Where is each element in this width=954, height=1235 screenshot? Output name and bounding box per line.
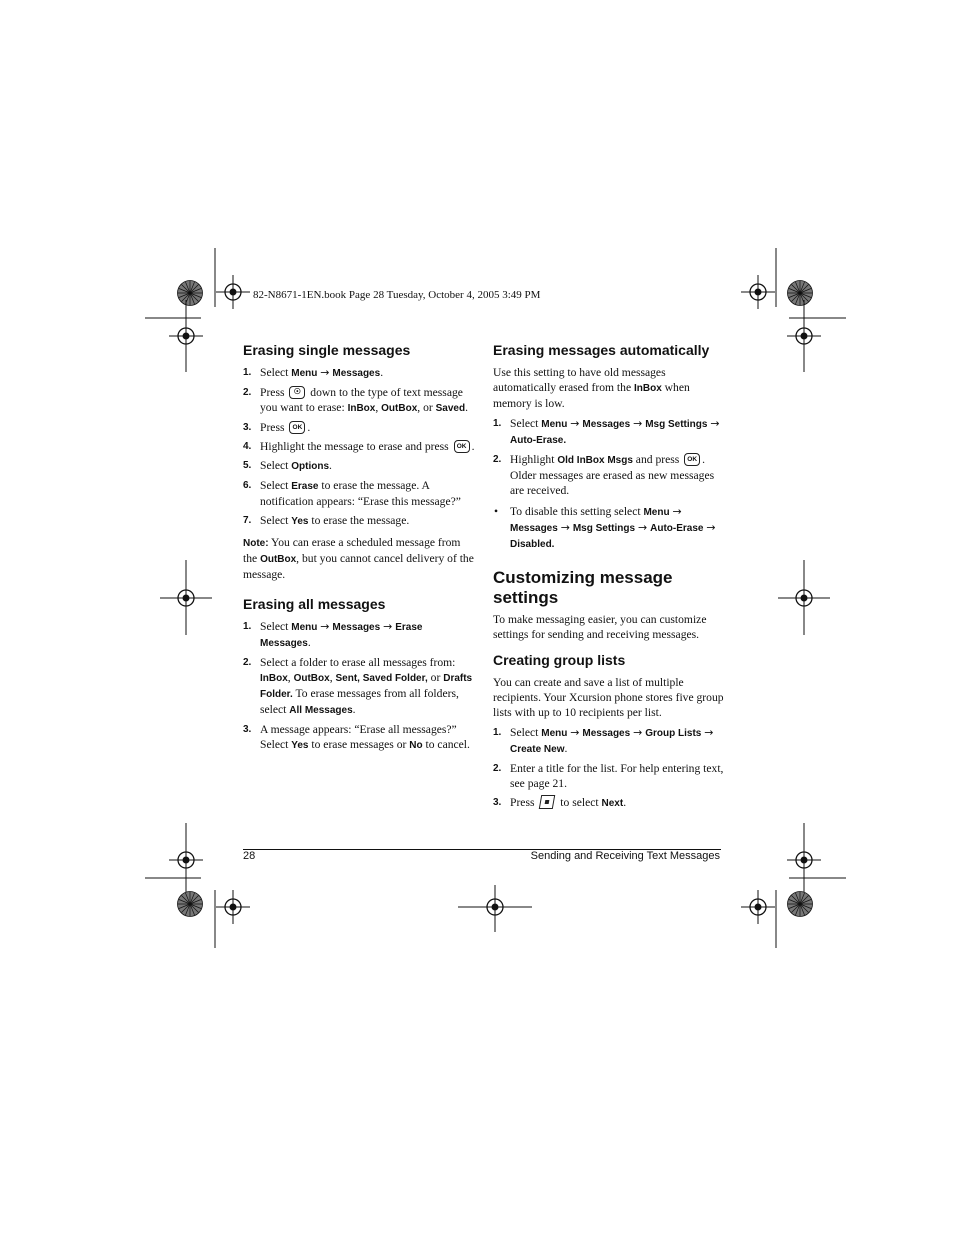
erase-all-steps (243, 619, 475, 753)
list-item: 7. Select Yes to erase the message. (243, 514, 410, 527)
list-item: 5. Select Options. (243, 459, 332, 472)
customizing-paragraph: To make messaging easier, you can customize settings for sending and receiving messages. (493, 613, 707, 641)
right-column (493, 342, 725, 817)
list-item: 2. Enter a title for the list. For help entering text, see page 21. (493, 762, 724, 790)
book-header-note: 82-N8671-1EN.book Page 28 Tuesday, October 4, 2005 3:49 PM (253, 289, 541, 301)
arrow-icon: → (706, 521, 716, 534)
list-item: 1. Select Menu → Messages → Erase Messages. (243, 620, 423, 649)
arrow-icon: → (704, 726, 714, 739)
heading-customizing: Customizing message settings (493, 568, 673, 607)
ok-key-icon: OK (289, 421, 305, 434)
heading-group-lists: Creating group lists (493, 652, 626, 668)
list-item: 1. Select Menu → Messages. (243, 366, 384, 379)
arrow-icon: → (710, 417, 720, 430)
arrow-icon: → (320, 366, 330, 379)
arrow-icon: → (633, 417, 643, 430)
arrow-icon: → (570, 417, 580, 430)
arrow-icon: → (672, 505, 682, 518)
list-item: 1. Select Menu → Messages → Group Lists → Create New. (493, 726, 714, 755)
list-item: 2. Press ☉ down to the type of text message you want to erase: InBox, OutBox, or Saved. (243, 386, 468, 414)
ok-key-icon: OK (684, 453, 700, 466)
list-item: 3. Press to select Next. (493, 796, 627, 809)
arrow-icon: → (383, 620, 393, 633)
heading-erasing-single: Erasing single messages (243, 342, 411, 358)
intro-paragraph: Use this setting to have old messages automatically erased from the InBox when memory is low. (493, 366, 690, 410)
list-item: 4. Highlight the message to erase and press OK . (243, 440, 475, 453)
erase-auto-steps (493, 416, 725, 498)
list-item: • To disable this setting select Menu → Messages → Msg Settings → Auto-Erase → Disabled. (494, 505, 716, 550)
arrow-icon: → (633, 726, 643, 739)
disable-bullet-list (493, 504, 725, 552)
arrow-icon: → (560, 521, 570, 534)
nav-key-icon: ☉ (289, 386, 305, 399)
heading-erasing-auto: Erasing messages automatically (493, 342, 710, 358)
group-lists-paragraph: You can create and save a list of multiple recipients. Your Xcursion phone stores five group lists with up to 10 recipients per list. (493, 676, 724, 719)
group-list-steps (493, 725, 725, 811)
erase-single-steps (243, 365, 475, 529)
list-item: 1. Select Menu → Messages → Msg Settings → Auto-Erase. (493, 417, 720, 446)
ok-key-icon: OK (454, 440, 470, 453)
right-softkey-icon (539, 795, 555, 809)
arrow-icon: → (320, 620, 330, 633)
arrow-icon: → (637, 521, 648, 534)
page-number: 28 (243, 850, 256, 862)
list-item: 6. Select Erase to erase the message. A notification appears: “Erase this message?” (243, 479, 461, 508)
arrow-icon: → (570, 726, 580, 739)
note-paragraph: Note: You can erase a scheduled message from the OutBox, but you cannot cancel delivery of the message. (243, 536, 474, 581)
left-column (243, 342, 475, 759)
list-item: 3. A message appears: “Erase all messages?” Select Yes to erase messages or No to cancel. (243, 723, 470, 751)
heading-erasing-all: Erasing all messages (243, 596, 386, 612)
list-item: 2. Highlight Old InBox Msgs and press OK . Older messages are erased as new messages are received. (493, 453, 715, 497)
list-item: 2. Select a folder to erase all messages from: InBox, OutBox, Sent, Saved Folder, or Drafts Folder. To erase messages from all folders, select All Messages. (243, 656, 473, 716)
list-item: 3. Press OK . (243, 421, 311, 434)
chapter-title: Sending and Receiving Text Messages (530, 850, 720, 862)
